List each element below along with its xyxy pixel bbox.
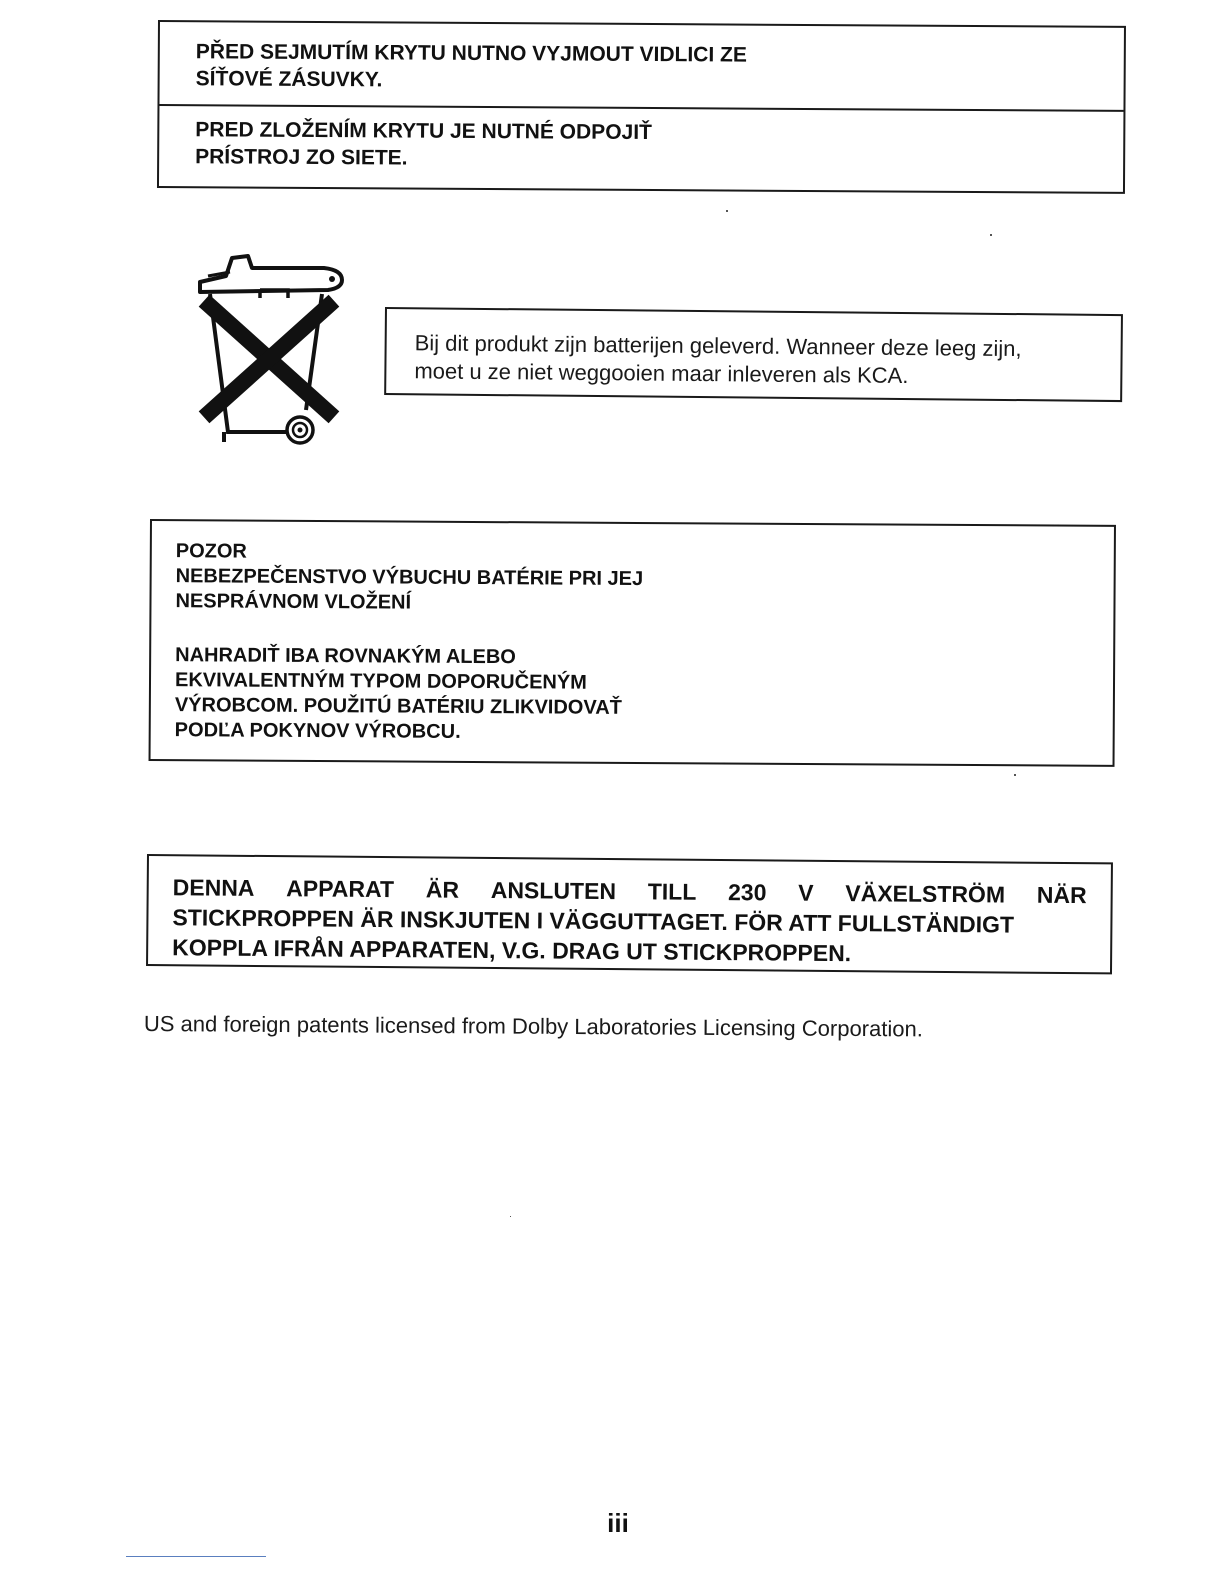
mains-connection-text	[172, 872, 1087, 970]
page-number-text: iii	[607, 1508, 629, 1538]
battery-disposal-note-line: Bij dit produkt zijn batterijen geleverd. Wanneer deze leeg zijn,	[414, 330, 1022, 362]
mains-word: TILL	[647, 878, 697, 905]
battery-caution-line: NESPRÁVNOM VLOŽENÍ	[175, 590, 412, 614]
cover-warning-slovak	[159, 104, 1123, 192]
mains-word: ANSLUTEN	[490, 877, 617, 905]
battery-replacement-line: VÝROBCOM. POUŽITÚ BATÉRIU ZLIKVIDOVAŤ	[174, 694, 622, 719]
mains-word: 230	[727, 879, 767, 906]
footer-rule	[126, 1556, 266, 1557]
battery-replacement-line: EKVIVALENTNÝM TYPOM DOPORUČENÝM	[174, 669, 587, 694]
mains-word: APPARAT	[286, 875, 395, 903]
battery-replacement-text	[175, 643, 623, 746]
cover-warning-slovak-line: PRÍSTROJ ZO SIETE.	[195, 145, 408, 170]
battery-replacement-line: PODĽA POKYNOV VÝROBCU.	[174, 719, 461, 743]
scan-speck	[990, 234, 992, 236]
mains-connection-box	[146, 854, 1113, 974]
mains-word: ÄR	[425, 876, 460, 903]
battery-disposal-note-line: moet u ze niet weggooien maar inleveren als KCA.	[414, 358, 909, 389]
scan-speck	[726, 210, 728, 212]
mains-connection-line: KOPPLA IFRÅN APPARATEN, V.G. DRAG UT STICKPROPPEN.	[172, 934, 852, 967]
mains-word: NÄR	[1036, 881, 1087, 909]
battery-caution-heading: POZOR	[175, 540, 247, 563]
battery-caution-text	[175, 539, 643, 617]
mains-word: VÄXELSTRÖM	[845, 880, 1006, 908]
cover-warning-czech	[159, 22, 1123, 112]
mains-word: V	[798, 879, 814, 906]
scan-speck	[510, 1216, 511, 1217]
cover-warning-slovak-text	[195, 116, 652, 173]
cover-warning-czech-text	[196, 38, 747, 95]
battery-replacement-line: NAHRADIŤ IBA ROVNAKÝM ALEBO	[175, 644, 516, 669]
cover-warning-box	[157, 20, 1126, 194]
battery-caution-line: NEBEZPEČENSTVO VÝBUCHU BATÉRIE PRI JEJ	[175, 565, 644, 591]
cover-warning-czech-line: PŘED SEJMUTÍM KRYTU NUTNO VYJMOUT VIDLICI ZE	[195, 40, 747, 67]
battery-disposal-note-text	[414, 329, 1021, 391]
mains-connection-line: STICKPROPPEN ÄR INSKJUTEN I VÄGGUTTAGET. FÖR ATT FULLSTÄNDIGT	[172, 904, 1015, 938]
page-number	[0, 1508, 1224, 1539]
crossed-out-wheelie-bin-icon	[196, 252, 348, 448]
battery-caution-box	[149, 519, 1116, 767]
scan-speck	[1014, 774, 1016, 776]
cover-warning-slovak-line: PRED ZLOŽENÍM KRYTU JE NUTNÉ ODPOJIŤ	[195, 118, 652, 145]
battery-disposal-note-box	[384, 307, 1123, 402]
cover-warning-czech-line: SÍŤOVÉ ZÁSUVKY.	[195, 67, 383, 92]
dolby-license-notice: US and foreign patents licensed from Dolby Laboratories Licensing Corporation.	[143, 1011, 923, 1042]
mains-word: DENNA	[172, 874, 255, 901]
